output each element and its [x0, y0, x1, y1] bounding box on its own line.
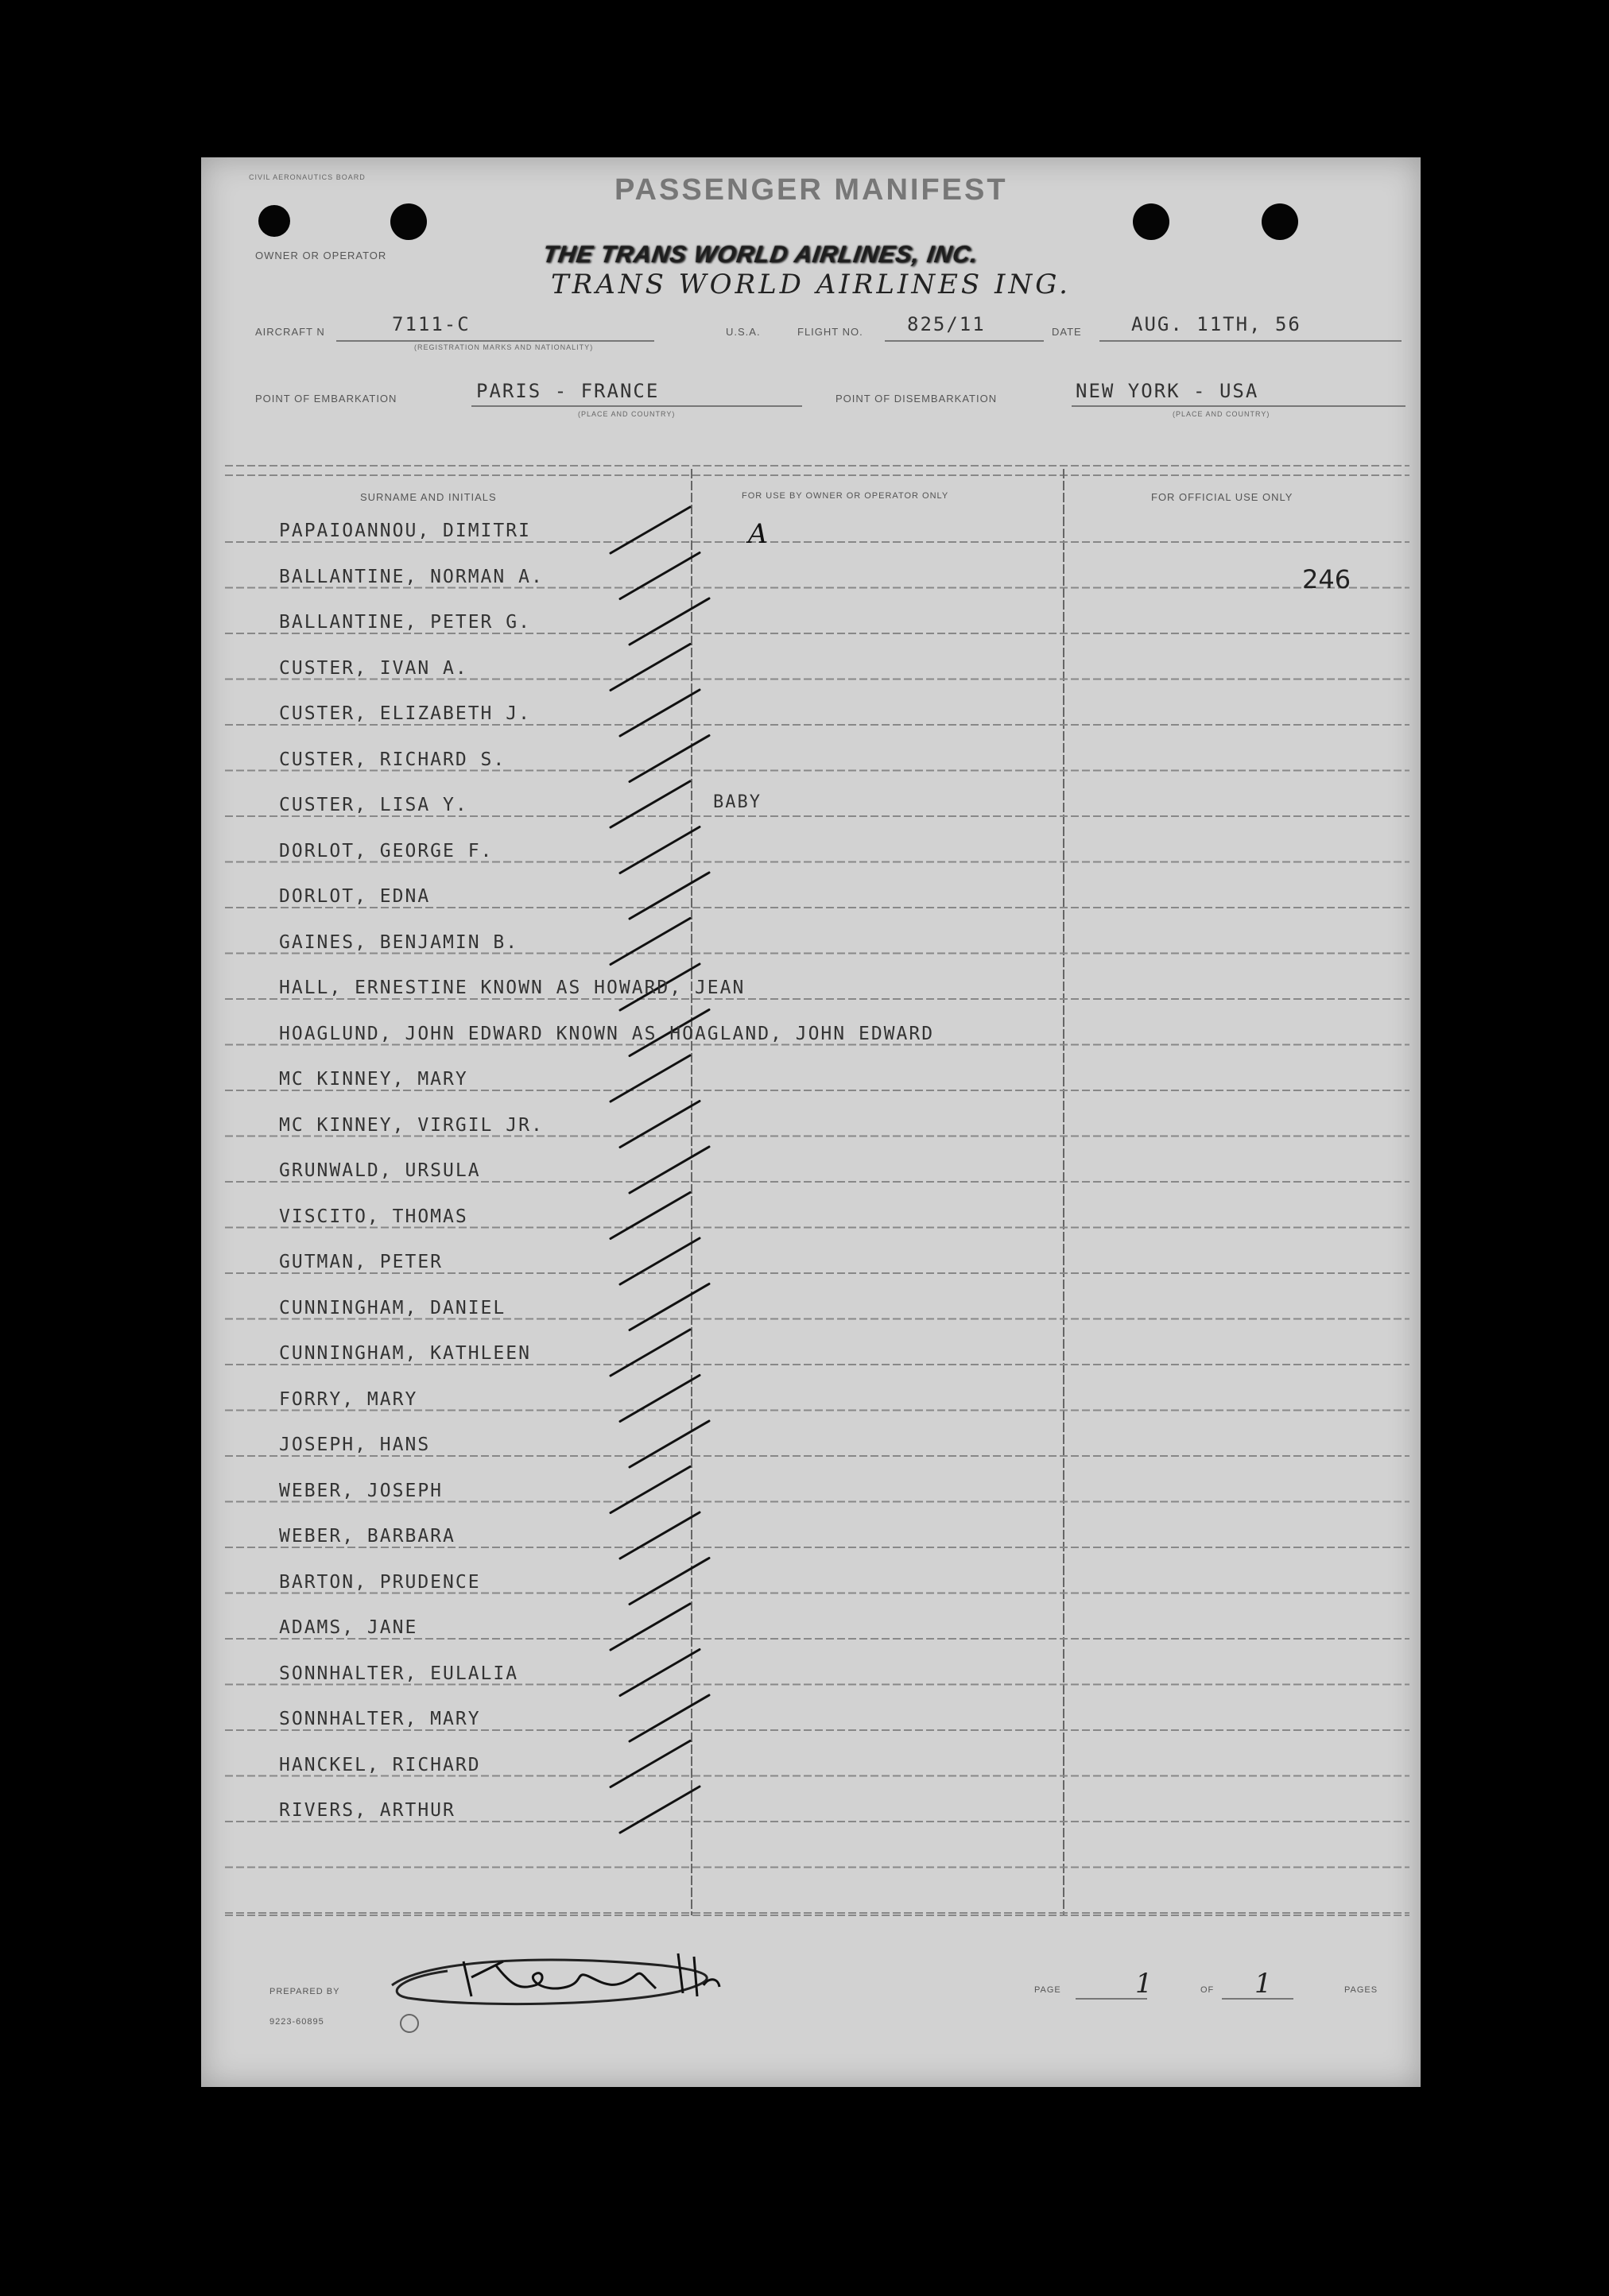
check-mark: [630, 873, 709, 919]
column-header-surname: SURNAME AND INITIALS: [360, 491, 497, 503]
passenger-name: SONNHALTER, MARY: [279, 1709, 481, 1729]
passenger-name: VISCITO, THOMAS: [279, 1206, 468, 1227]
passenger-name: FORRY, MARY: [279, 1388, 418, 1410]
page-number: 1: [1135, 1968, 1153, 2000]
check-mark: [611, 645, 690, 691]
page-total: 1: [1254, 1968, 1272, 2000]
place-note-embark: (PLACE AND COUNTRY): [578, 410, 676, 418]
aircraft-number: 7111-C: [392, 313, 471, 335]
column-header-operator: FOR USE BY OWNER OR OPERATOR ONLY: [742, 491, 949, 501]
passenger-name: WEBER, BARBARA: [279, 1526, 456, 1547]
page-label: PAGE: [1034, 1985, 1061, 1995]
passenger-name: BALLANTINE, PETER G.: [279, 612, 531, 633]
official-number: 246: [1302, 564, 1351, 594]
check-mark: [620, 1512, 700, 1558]
check-mark: [620, 1787, 700, 1833]
check-mark: [630, 1558, 709, 1605]
prepared-by-label: PREPARED BY: [269, 1987, 340, 1996]
check-mark: [620, 1650, 700, 1696]
passenger-name: CUSTER, ELIZABETH J.: [279, 703, 531, 724]
passenger-name: CUNNINGHAM, DANIEL: [279, 1297, 506, 1318]
check-mark: [620, 1238, 700, 1284]
passenger-name: RIVERS, ARTHUR: [279, 1800, 456, 1821]
manifest-page: [201, 157, 1421, 2087]
check-mark: [611, 1604, 690, 1650]
aircraft-label: AIRCRAFT N: [255, 326, 325, 338]
check-mark: [611, 1467, 690, 1513]
check-mark: [620, 827, 700, 873]
passenger-name: BARTON, PRUDENCE: [279, 1571, 481, 1593]
passenger-name: HALL, ERNESTINE KNOWN AS HOWARD, JEAN: [279, 978, 746, 998]
flight-date: AUG. 11TH, 56: [1131, 313, 1301, 335]
passenger-name: MC KINNEY, VIRGIL JR.: [279, 1114, 544, 1136]
passenger-name: GRUNWALD, URSULA: [279, 1160, 481, 1181]
check-mark: [630, 736, 709, 782]
check-mark: [620, 690, 700, 736]
flight-number: 825/11: [907, 313, 986, 335]
passenger-name: GAINES, BENJAMIN B.: [279, 931, 519, 953]
flight-label: FLIGHT NO.: [797, 326, 863, 338]
form-code: 9223-60895: [269, 2017, 324, 2027]
check-mark: [620, 1102, 700, 1148]
passenger-name: CUNNINGHAM, KATHLEEN: [279, 1343, 531, 1364]
check-mark: [630, 1695, 709, 1741]
passenger-name: ADAMS, JANE: [279, 1617, 418, 1638]
check-mark: [630, 1421, 709, 1467]
passenger-name: WEBER, JOSEPH: [279, 1480, 444, 1501]
check-mark: [611, 1193, 690, 1239]
column-header-official: FOR OFFICIAL USE ONLY: [1151, 491, 1293, 503]
check-mark: [630, 598, 709, 645]
check-mark: [611, 919, 690, 965]
form-stamp: CIVIL AERONAUTICS BOARD: [249, 173, 366, 181]
passenger-name: SONNHALTER, EULALIA: [279, 1663, 519, 1684]
check-mark: [630, 1147, 709, 1193]
pages-label: PAGES: [1344, 1985, 1378, 1995]
check-mark: [620, 553, 700, 599]
passenger-name: BALLANTINE, NORMAN A.: [279, 566, 544, 587]
operator-note: A: [748, 518, 768, 550]
disembarkation-place: NEW YORK - USA: [1076, 380, 1259, 402]
passenger-name: HOAGLUND, JOHN EDWARD KNOWN AS HOAGLAND, JOHN EDWARD: [279, 1023, 935, 1044]
check-mark: [611, 507, 690, 553]
operator-handwritten: TRANS WORLD AIRLINES ING.: [551, 269, 1071, 300]
embark-label: POINT OF EMBARKATION: [255, 393, 397, 405]
passenger-name: CUSTER, RICHARD S.: [279, 749, 506, 770]
usa-label: U.S.A.: [726, 326, 761, 338]
operator-note: BABY: [713, 792, 762, 812]
of-label: OF: [1200, 1985, 1215, 1995]
check-mark: [630, 1284, 709, 1330]
passenger-name: MC KINNEY, MARY: [279, 1069, 468, 1090]
passenger-name: DORLOT, GEORGE F.: [279, 840, 494, 861]
check-mark: [611, 1741, 690, 1787]
check-mark: [611, 1055, 690, 1102]
registration-note: (REGISTRATION MARKS AND NATIONALITY): [414, 343, 594, 351]
place-note-disembark: (PLACE AND COUNTRY): [1173, 410, 1270, 418]
operator-struck-text: THE TRANS WORLD AIRLINES, INC.: [541, 242, 980, 268]
passenger-name: PAPAIOANNOU, DIMITRI: [279, 521, 531, 541]
union-bug-icon: [400, 2014, 419, 2033]
owner-label: OWNER OR OPERATOR: [255, 250, 387, 261]
passenger-name: DORLOT, EDNA: [279, 886, 431, 907]
check-mark: [611, 781, 690, 827]
check-mark: [620, 1376, 700, 1422]
date-label: DATE: [1052, 326, 1082, 338]
check-mark: [611, 1330, 690, 1376]
passenger-name: GUTMAN, PETER: [279, 1252, 444, 1272]
passenger-name: HANCKEL, RICHARD: [279, 1754, 481, 1775]
passenger-name: JOSEPH, HANS: [279, 1435, 431, 1455]
passenger-name: CUSTER, LISA Y.: [279, 795, 468, 815]
passenger-name: CUSTER, IVAN A.: [279, 657, 468, 679]
page-title: PASSENGER MANIFEST: [615, 173, 1008, 207]
disembark-label: POINT OF DISEMBARKATION: [836, 393, 998, 405]
signature: [376, 1930, 821, 2017]
embarkation-place: PARIS - FRANCE: [476, 380, 660, 402]
